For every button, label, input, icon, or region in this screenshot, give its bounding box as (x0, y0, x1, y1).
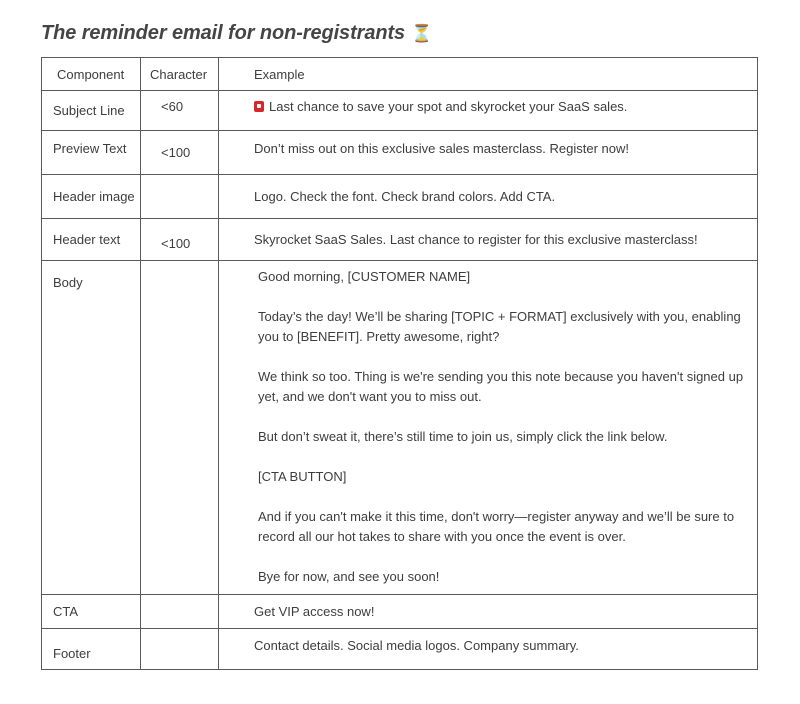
rotating-light-icon (254, 101, 264, 112)
table-row (42, 131, 758, 175)
example-cell-body (219, 261, 758, 595)
character-cell: <60 (141, 91, 219, 131)
body-paragraph: But don’t sweat it, there’s still time to join us, simply click the link below. (258, 429, 668, 444)
header-component: Component (42, 58, 141, 91)
body-paragraph: Good morning, [CUSTOMER NAME] (258, 269, 471, 284)
example-cell: Contact details. Social media logos. Company summary. (219, 629, 758, 670)
component-cell: Body (42, 261, 141, 595)
character-cell (141, 261, 219, 595)
table-row (42, 219, 758, 261)
character-cell (141, 595, 219, 629)
body-paragraph: Today’s the day! We’ll be sharing [TOPIC + FORMAT] exclusively with you, enabling you to [BENEFIT]. Pretty awesome, right? (258, 309, 741, 344)
table-row (42, 595, 758, 629)
table-row (42, 629, 758, 670)
component-cell: CTA (42, 595, 141, 629)
character-cell (141, 175, 219, 219)
header-example: Example (219, 58, 758, 91)
body-paragraph: [CTA BUTTON] (258, 469, 347, 484)
character-cell: <100 (141, 219, 219, 261)
email-components-table (41, 57, 758, 670)
table-row (42, 91, 758, 131)
body-paragraph: Bye for now, and see you soon! (258, 569, 440, 584)
component-cell: Preview Text (42, 131, 141, 175)
character-cell: <100 (141, 131, 219, 175)
example-cell: Last chance to save your spot and skyrocket your SaaS sales. (219, 91, 758, 131)
character-cell (141, 629, 219, 670)
header-character: Character (141, 58, 219, 91)
example-cell: Get VIP access now! (219, 595, 758, 629)
component-cell: Subject Line (42, 91, 141, 131)
example-cell: Skyrocket SaaS Sales. Last chance to register for this exclusive masterclass! (219, 219, 758, 261)
hourglass-icon: ⏳ (411, 24, 433, 43)
page-title-text: The reminder email for non-registrants (41, 22, 406, 44)
body-paragraph: We think so too. Thing is we're sending you this note because you haven't signed up yet, and we don't want you to miss out. (258, 369, 744, 404)
table-row (42, 175, 758, 219)
component-cell: Footer (42, 629, 141, 670)
body-paragraph: And if you can't make it this time, don't worry—register anyway and we’ll be sure to record all our hot takes to share with you once the event is over. (258, 509, 735, 544)
table-header-row (42, 58, 758, 91)
component-cell: Header text (42, 219, 141, 261)
component-cell: Header image (42, 175, 141, 219)
page-title (41, 22, 432, 45)
table-row (42, 261, 758, 595)
example-cell: Don’t miss out on this exclusive sales masterclass. Register now! (219, 131, 758, 175)
example-cell: Logo. Check the font. Check brand colors. Add CTA. (219, 175, 758, 219)
